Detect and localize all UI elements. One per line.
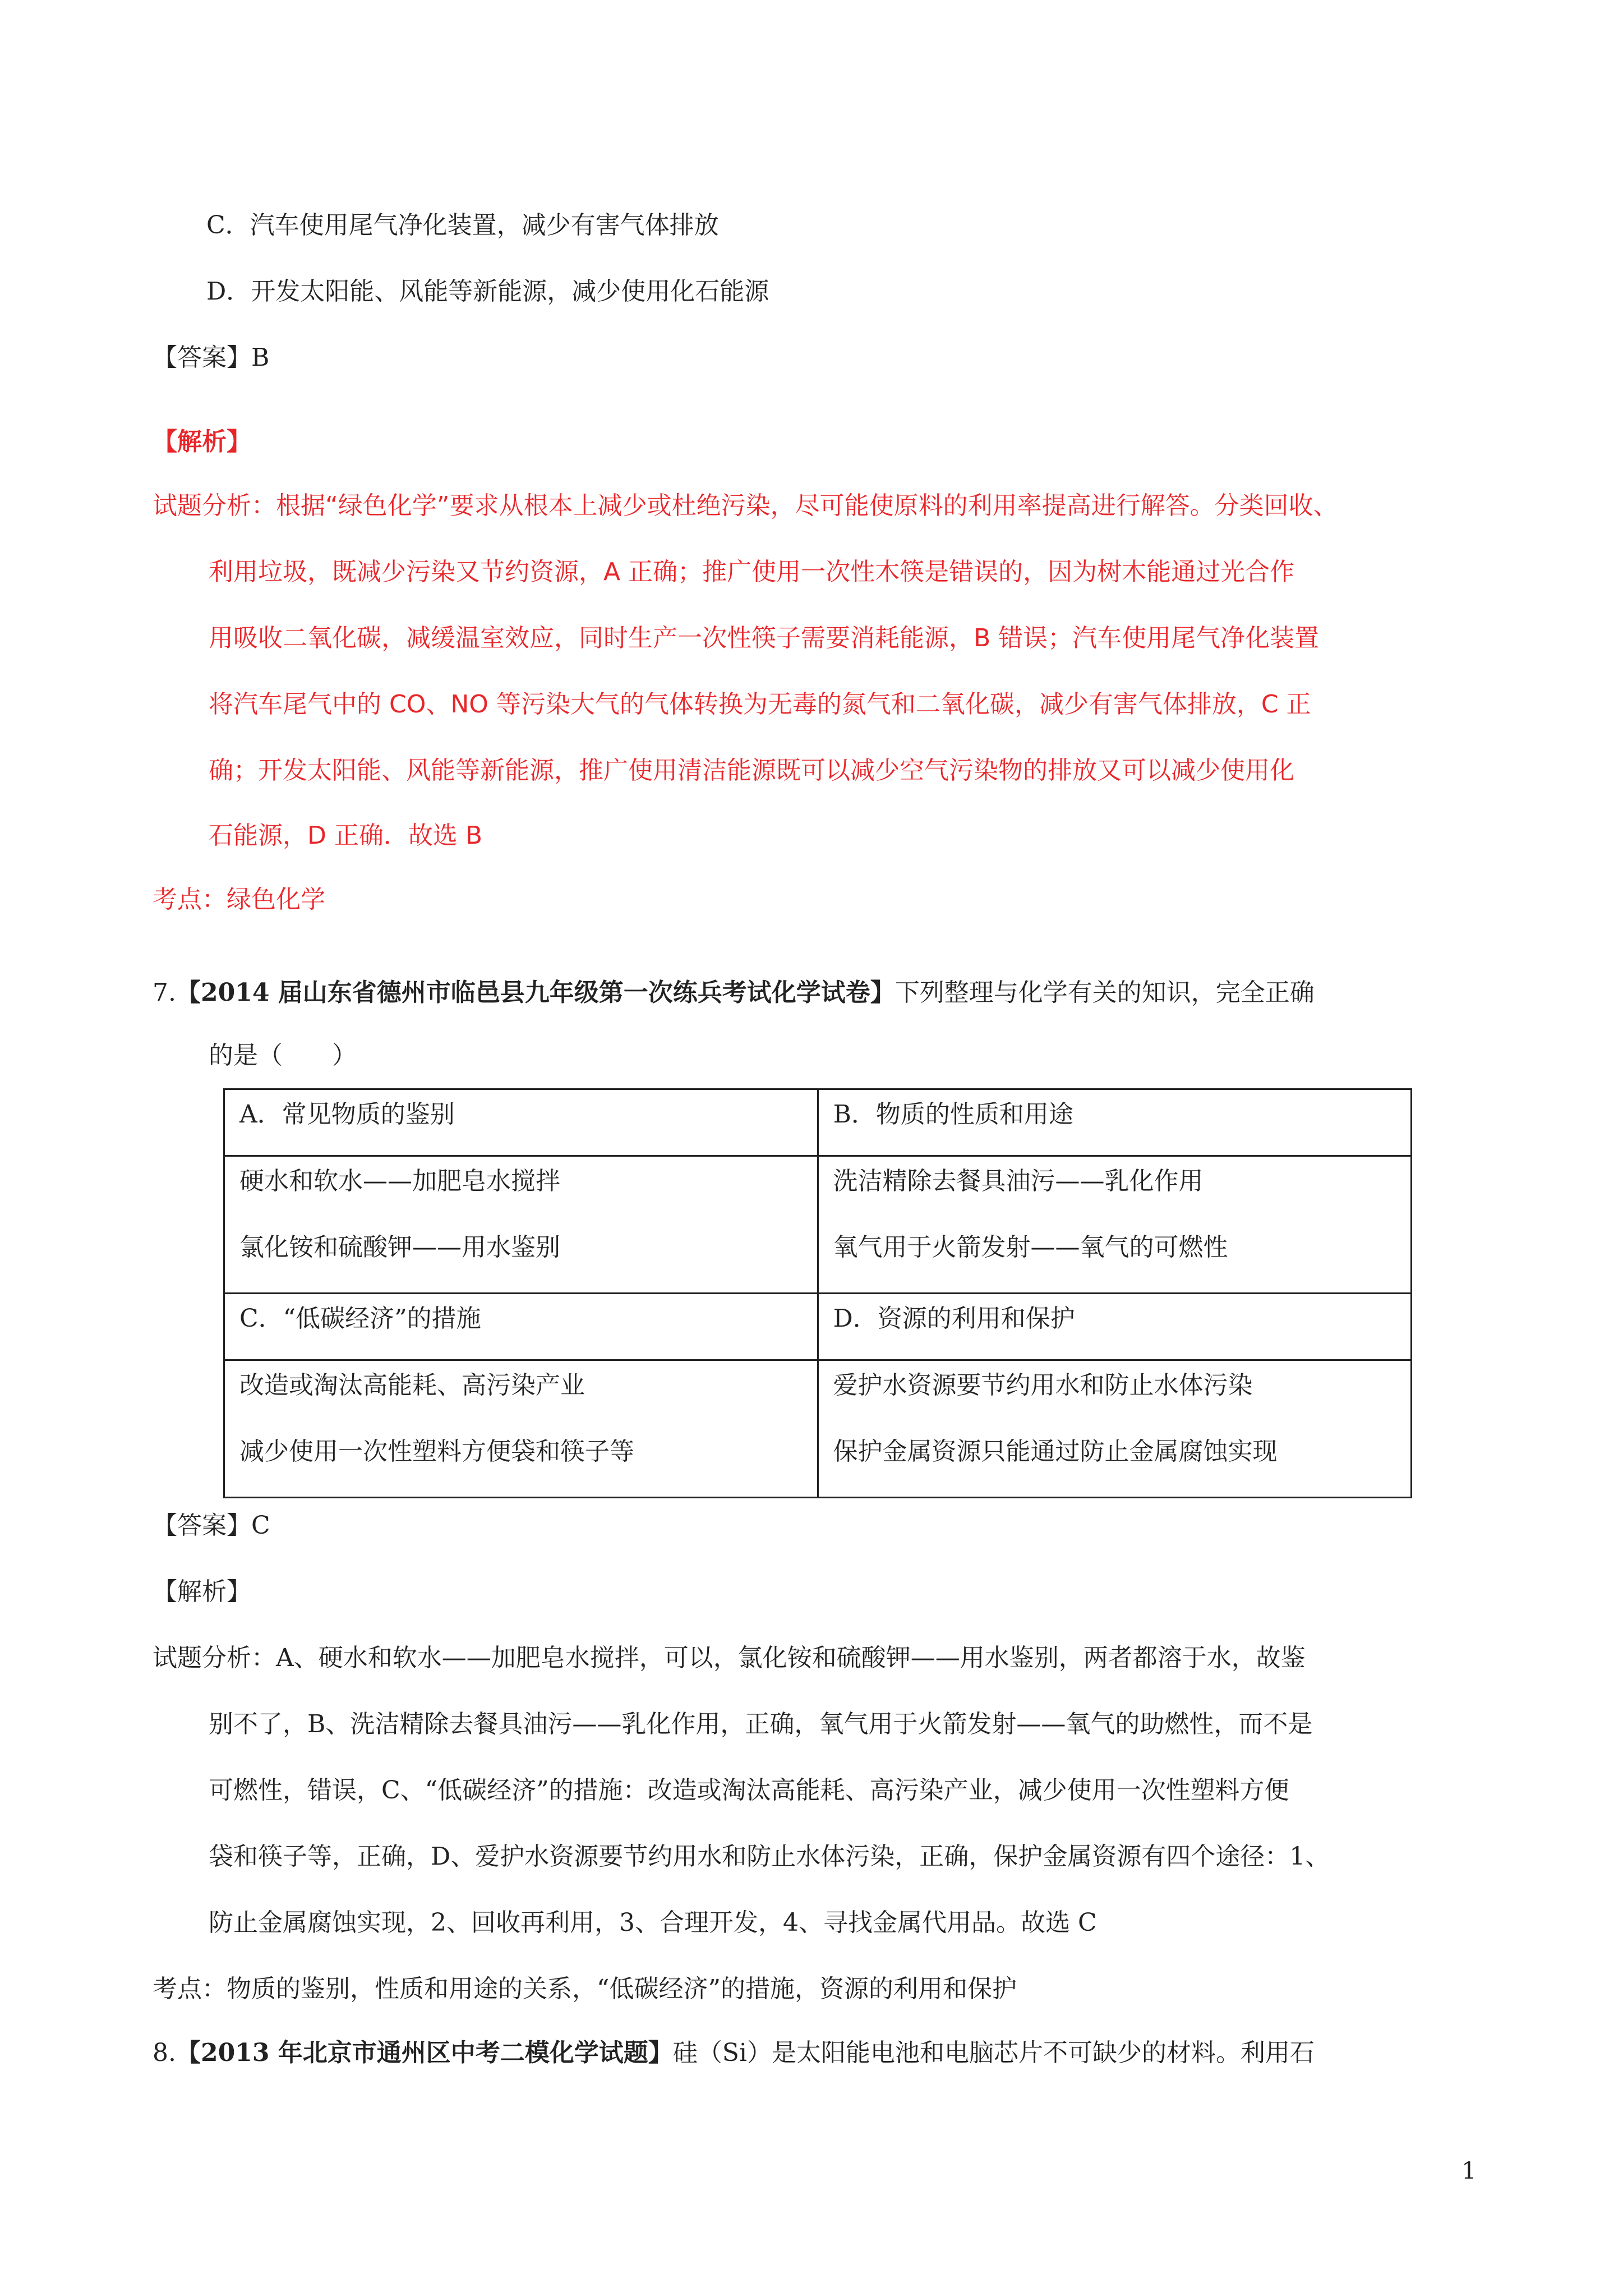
table-c-item-2: 减少使用一次性塑料方便袋和筷子等 [239, 1437, 634, 1466]
q7-analysis-line-2: 别不了，B、洗洁精除去餐具油污——乳化作用，正确，氧气用于火箭发射——氧气的助燃性，而不是 [209, 1710, 1313, 1738]
q7-stem-text: 下列整理与化学有关的知识，完全正确 [895, 978, 1315, 1007]
table-d-item-2: 保护金属资源只能通过防止金属腐蚀实现 [833, 1437, 1278, 1466]
q7-analysis-heading: 【解析】 [153, 1577, 251, 1606]
table-cell-d-title: D．资源的利用和保护 [818, 1294, 1412, 1360]
q7-analysis-line-5: 防止金属腐蚀实现，2、回收再利用，3、合理开发，4、寻找金属代用品。故选 C [209, 1908, 1097, 1937]
table-c-item-1: 改造或淘汰高能耗、高污染产业 [239, 1371, 585, 1400]
table-d-item-1: 爱护水资源要节约用水和防止水体污染 [833, 1371, 1253, 1400]
q7-analysis-line-3: 可燃性，错误，C、“低碳经济”的措施：改造或淘汰高能耗、高污染产业，减少使用一次性塑料方便 [209, 1776, 1289, 1805]
q7-number: 7. [153, 978, 176, 1007]
page-number: 1 [1461, 2157, 1477, 2184]
q6-analysis-line-1: 试题分析：根据“绿色化学”要求从根本上减少或杜绝污染，尽可能使原料的利用率提高进行解答。分类回收、 [153, 491, 1338, 520]
table-a-item-2: 氯化铵和硫酸钾——用水鉴别 [239, 1233, 560, 1262]
q7-stem-line-1 [153, 976, 1315, 1010]
table-cell-c-body [224, 1360, 818, 1498]
q7-source: 【2014 届山东省德州市临邑县九年级第一次练兵考试化学试卷】 [176, 978, 895, 1007]
table-b-item-2: 氧气用于火箭发射——氧气的可燃性 [833, 1233, 1228, 1262]
table-cell-a-body [224, 1156, 818, 1294]
q6-analysis-line-3: 用吸收二氧化碳，减缓温室效应，同时生产一次性筷子需要消耗能源，B 错误；汽车使用尾气净化装置 [209, 624, 1320, 652]
q8-stem-line-1 [153, 2036, 1315, 2070]
table-b-item-1: 洗洁精除去餐具油污——乳化作用 [833, 1167, 1204, 1195]
q6-kaodian: 考点：绿色化学 [153, 885, 325, 914]
q6-option-d: D．开发太阳能、风能等新能源，减少使用化石能源 [206, 277, 769, 306]
q6-analysis-heading: 【解析】 [153, 427, 251, 456]
q8-number: 8. [153, 2039, 176, 2067]
q6-analysis-line-2: 利用垃圾，既减少污染又节约资源，A 正确；推广使用一次性木筷是错误的，因为树木能通过光合作 [209, 558, 1295, 586]
q7-kaodian: 考点：物质的鉴别，性质和用途的关系，“低碳经济”的措施，资源的利用和保护 [153, 1975, 1017, 2003]
q7-stem-line-2: 的是（ ） [209, 1041, 357, 1070]
table-cell-b-body [818, 1156, 1412, 1294]
q6-analysis-line-5: 确；开发太阳能、风能等新能源，推广使用清洁能源既可以减少空气污染物的排放又可以减少使用化 [209, 756, 1294, 785]
q6-answer: 【答案】B [153, 343, 270, 372]
q7-analysis-line-1: 试题分析：A、硬水和软水——加肥皂水搅拌，可以，氯化铵和硫酸钾——用水鉴别，两者都溶于水，故鉴 [153, 1644, 1306, 1672]
q7-analysis-line-4: 袋和筷子等，正确，D、爱护水资源要节约用水和防止水体污染，正确，保护金属资源有四个途径：1、 [209, 1842, 1330, 1871]
q6-option-c: C．汽车使用尾气净化装置，减少有害气体排放 [206, 211, 719, 240]
q6-analysis-line-4: 将汽车尾气中的 CO、NO 等污染大气的气体转换为无毒的氮气和二氧化碳，减少有害气体排放，C 正 [209, 690, 1311, 719]
q7-knowledge-table [223, 1088, 1412, 1498]
table-cell-d-body [818, 1360, 1412, 1498]
table-a-item-1: 硬水和软水——加肥皂水搅拌 [239, 1167, 560, 1195]
q8-stem-text: 硅（Si）是太阳能电池和电脑芯片不可缺少的材料。利用石 [672, 2039, 1315, 2067]
table-cell-c-title: C．“低碳经济”的措施 [224, 1294, 818, 1360]
q6-analysis-line-6: 石能源，D 正确．故选 B [209, 821, 483, 850]
table-cell-a-title: A．常见物质的鉴别 [224, 1089, 818, 1156]
q7-answer: 【答案】C [153, 1511, 270, 1540]
table-cell-b-title: B．物质的性质和用途 [818, 1089, 1412, 1156]
q8-source: 【2013 年北京市通州区中考二模化学试题】 [176, 2039, 673, 2067]
